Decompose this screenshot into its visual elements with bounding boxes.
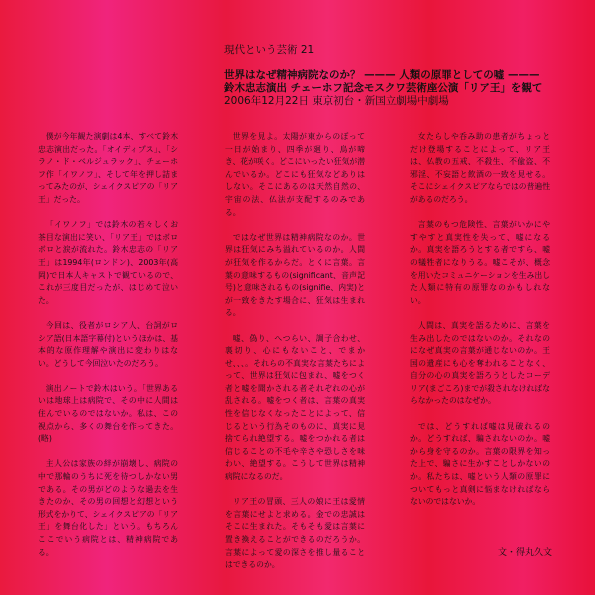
paragraph: 人間は、真実を語るために、言葉を生み出したのではないのか。それなのになぜ真実の言葉が通じないのか。王国の遺産にも心を奪われることなく、自分の心の真実を語ろうとしたコーデリア(まごころ)までが殺されなければならなかったのはなぜか。 [410,320,550,406]
title-line-1: 世界はなぜ精神病院なのか？ ——— 人類の原罪としての嘘 ——— [224,69,540,81]
text-column-3 [410,131,550,521]
paragraph: 嘘、偽り、へつらい、調子合わせ、裏切り、心にもないこと、でまかせ、、、。それらの不真実な言葉たちによって、世界は狂気に包まれ、嘘をつく者と嘘を聞かされる者それぞれの心が乱される。嘘をつく者は、言葉の真実性を信じなくなったことによって、信じるという行為そのものに、真実に見捨てられ絶望する。嘘をつかれる者は信じることの不毛や辛さや恐しさを味わい、絶望する。こうして世界は精神病院になるのだ。 [225,333,365,482]
paragraph: ではなぜ世界は精神病院なのか。世界は狂気にみち溢れているのか。人間が狂気を作るからだ。とくに言葉。言葉の意味するもの(significant、音声記号)と意味されるもの(signifie、内実)とが一致をきたす場合に、狂気は生まれる。 [225,232,365,318]
paragraph: 主人公は家族の絆が崩壊し、病院の中で那輪のうちに死を待つしかない男である。その男がどのような過去を生きたのか、その男の回想と幻想という形式をかりて、シェイクスピアの「リア王」を舞台化した」という。もちろんここでいう病院とは、精神病院である。 [38,459,178,557]
author-credit: 文・得丸久文 [498,548,553,558]
title-line-2: 鈴木忠志演出 チェーホフ記念モスクワ芸術座公演「リア王」を観て [224,82,543,94]
paragraph: 「イワノフ」では鈴木の若々しくお茶目な演出に笑い、「リア王」ではボロボロと涙が流れた。鈴木忠志の「リア王」は1994年(ロンドン)、2003年(高岡)で日本人キャストで観ているので、これが三度目だったが、はじめて泣いた。 [38,220,178,305]
text-column-1 [38,131,178,572]
paragraph: 僕が今年観た演劇は4本、すべて鈴木忠志演出だった。「オイディプス」、「シラノ・ド・ベルジュラック」、チェーホフ作「イワノフ」、そして年を押し詰まってみたのが、シェイクスピアの「リア王」だった。 [38,132,178,204]
series-label: 現代という芸術 21 [224,44,315,56]
title-line-3: 2006年12月22日 東京初台・新国立劇場中劇場 [224,95,449,107]
paragraph: 世界を見よ。太陽が東からのぼって一日が始まり、四季が廻り、鳥が啼き、花が咲く。どこにいったい狂気が潜んでいるか。どこにも狂気などありはしない。そこにあるのは天然自然の、宇宙の法、仏法が支配するのみである。 [225,132,365,217]
paragraph: 今回は、役者がロシア人、台詞がロシア語(日本語字幕付)というほかは、基本的な原作理解や演出に変わりはない。どうして今回泣いたのだろう。 [38,320,178,368]
paragraph: 女たらしや呑み助の患者がちょっとだけ登場することによって、リア王は、仏教の五戒、不殺生、不偸盗、不邪淫、不妄語と飲酒の一致を見せる。そこにシェイクスピアならではの普遍性があるのだろう。 [410,132,550,204]
text-column-2 [225,131,365,584]
article-title [224,69,584,108]
paragraph: 言葉のもつ危険性、言葉がいかにやすやすと真実性を失って、嘘になるか。真実を語ろうとする者ですら、嘘の犠牲者になりうる。嘘こそが、概念を用いたコミュニケーションを生み出した人類に特有の原罪なのかもしれない。 [410,220,550,305]
paragraph: 演出ノートで鈴木はいう。「世界あるいは地球上は病院で、その中に人間は住んでいるのではないか。私は、この視点から、多くの舞台を作ってきた。(略) [38,383,178,444]
paragraph: リア王の冒頭、三人の娘に王は愛情を言葉にせよと求める。金での忠誠はそこに生まれた。そもそも愛は言葉に置き換えることができるのだろうか。言葉によって愛の深さを推し量ることはできるのか。 [225,497,365,570]
paragraph: では、どうすれば嘘は見破れるのか。どうすれば、騙されないのか。嘘から身を守るのか。言葉の限界を知った上で、騙さに生かすことしかないのか。私たちは、嘘という人類の原罪についてもっと真剣に悩まなければならないのではないか。 [410,421,550,507]
